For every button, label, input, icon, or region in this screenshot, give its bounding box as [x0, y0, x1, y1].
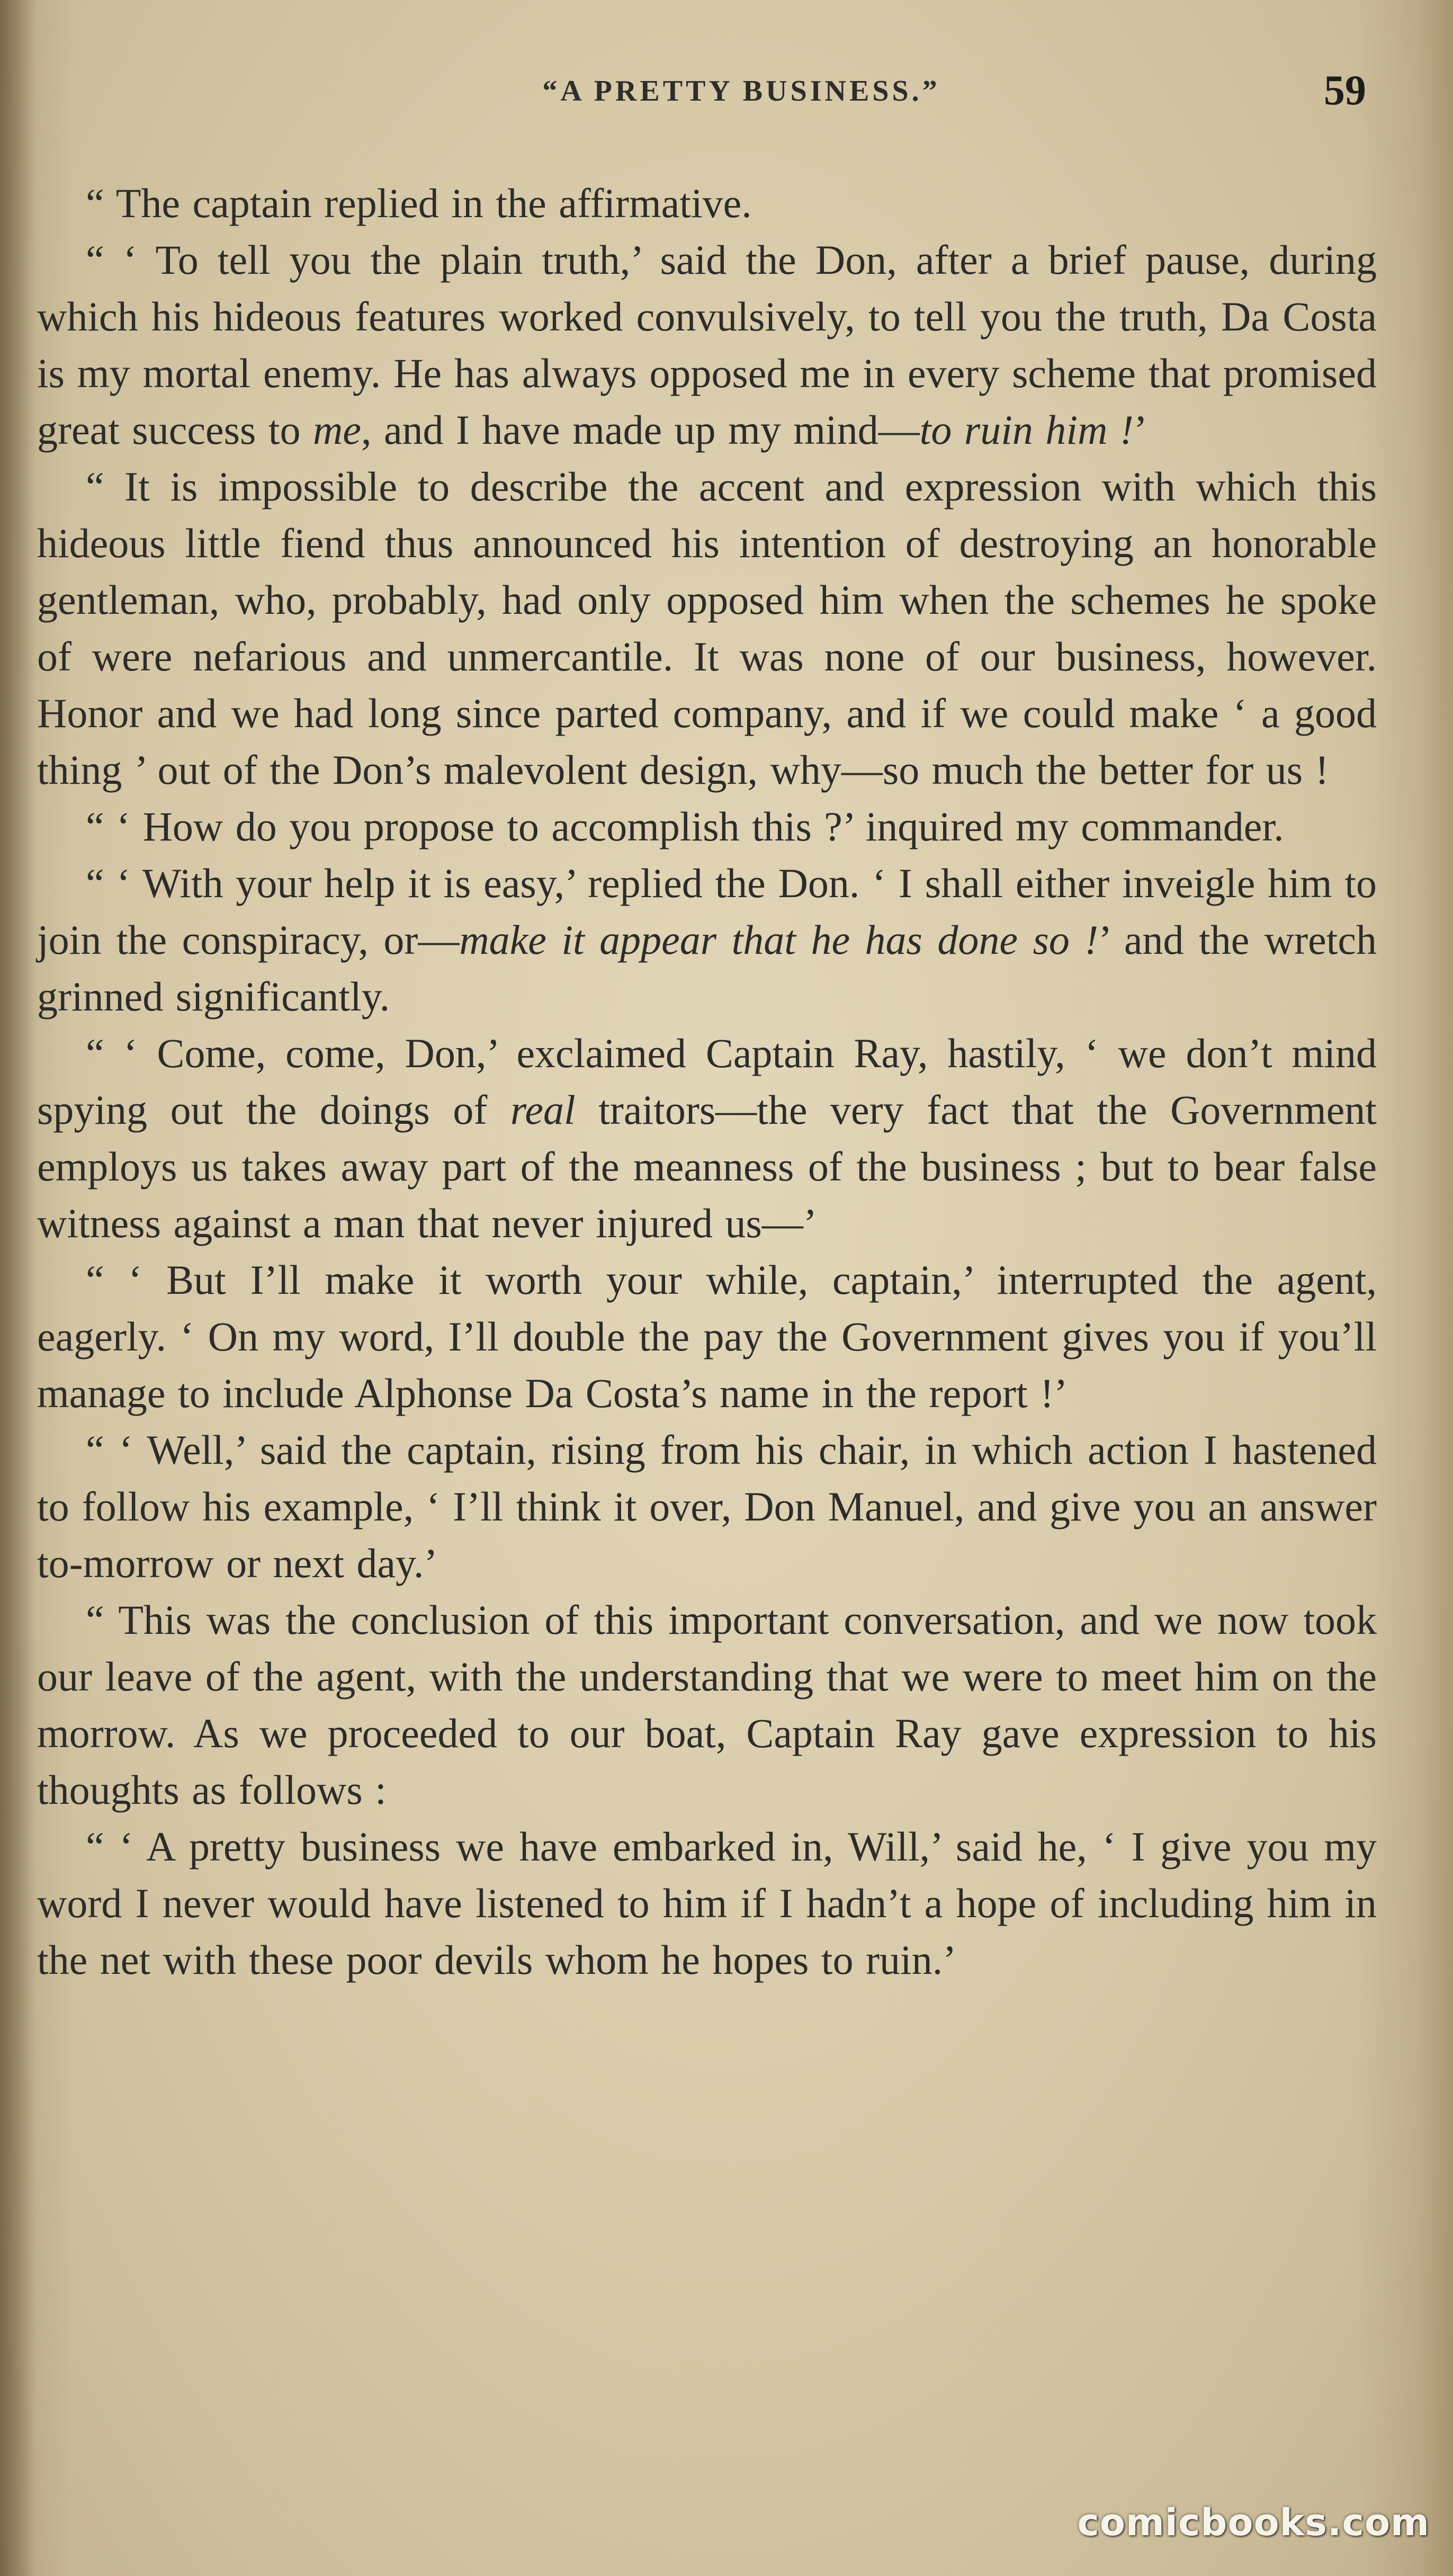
paragraph-text: ’ and the wretch grinned significantly. [37, 917, 1377, 1019]
italic-text: me [312, 407, 361, 453]
paragraph-text: ’ [1133, 407, 1147, 453]
paragraph [37, 798, 1377, 855]
paragraph-text: “ ‘ With your help it is easy,’ replied the Don. ‘ I shall either inveigle him to join the conspiracy, or— [37, 860, 1377, 963]
running-head: “A PRETTY BUSINESS.” [542, 75, 940, 108]
paragraph-text: , and I have made up my mind— [361, 407, 920, 453]
paragraph-text: “ The captain replied in the affirmative. [86, 180, 752, 226]
paragraph [37, 1591, 1377, 1818]
page-header [0, 69, 1453, 127]
paragraph [37, 1818, 1377, 1988]
paragraph [37, 175, 1377, 231]
paragraph [37, 1025, 1377, 1251]
paragraph [37, 1251, 1377, 1421]
spine-shadow [0, 0, 37, 2576]
paragraph [37, 458, 1377, 798]
paragraph-text: “ ‘ Come, come, Don,’ exclaimed Captain Ray, hastily, ‘ we don’t mind spying out the doings of [37, 1030, 1377, 1133]
italic-text: make it appear that he has done so ! [459, 917, 1099, 963]
paragraph [37, 231, 1377, 458]
paragraph-text: traitors—the very fact that the Government employs us takes away part of the meanness of the business ; but to bear false witness against a man that never injured us—’ [37, 1087, 1377, 1246]
paragraph [37, 1421, 1377, 1591]
paragraph-text: “ ‘ To tell you the plain truth,’ said the Don, after a brief pause, during which his hideous features worked convulsively, to tell you the truth, Da Costa is my mortal enemy. He has always opposed me in every scheme that promised great success to [37, 237, 1377, 453]
paragraph [37, 855, 1377, 1025]
paragraph-text: “ This was the conclusion of this important conversation, and we now took our leave of the agent, with the understanding that we were to meet him on the morrow. As we proceeded to our boat, Captain Ray gave expression to his thoughts as follows : [37, 1597, 1377, 1813]
italic-text: to ruin him ! [919, 407, 1134, 453]
italic-text: real [510, 1087, 576, 1133]
paragraph-text: “ ‘ But I’ll make it worth your while, captain,’ interrupted the agent, eagerly. ‘ On my word, I’ll double the pay the Government gives you if you’ll manage to include Alphonse Da Costa’s name in the report !’ [37, 1257, 1377, 1416]
body-text [37, 175, 1377, 1988]
paragraph-text: “ ‘ How do you propose to accomplish this ?’ inquired my commander. [86, 803, 1284, 849]
paragraph-text: “ ‘ Well,’ said the captain, rising from his chair, in which action I hastened to follow his example, ‘ I’ll think it over, Don Manuel, and give you an answer to-morrow or next day.’ [37, 1427, 1377, 1586]
paragraph-text: “ It is impossible to describe the accent and expression with which this hideous little fiend thus announced his intention of destroying an honorable gentleman, who, probably, had only opposed him when the schemes he spoke of were nefarious and unmercantile. It was none of our business, however. Honor and we had long since parted company, and if we could make ‘ a good thing ’ out of the Don’s malevolent design, why—so much the better for us ! [37, 463, 1377, 793]
paragraph-text: “ ‘ A pretty business we have embarked in, Will,’ said he, ‘ I give you my word I never would have listened to him if I hadn’t a hope of including him in the net with these poor devils whom he hopes to ruin.’ [37, 1823, 1377, 1983]
page-number: 59 [1324, 67, 1366, 114]
watermark: comicbooks.com [1077, 2501, 1430, 2544]
